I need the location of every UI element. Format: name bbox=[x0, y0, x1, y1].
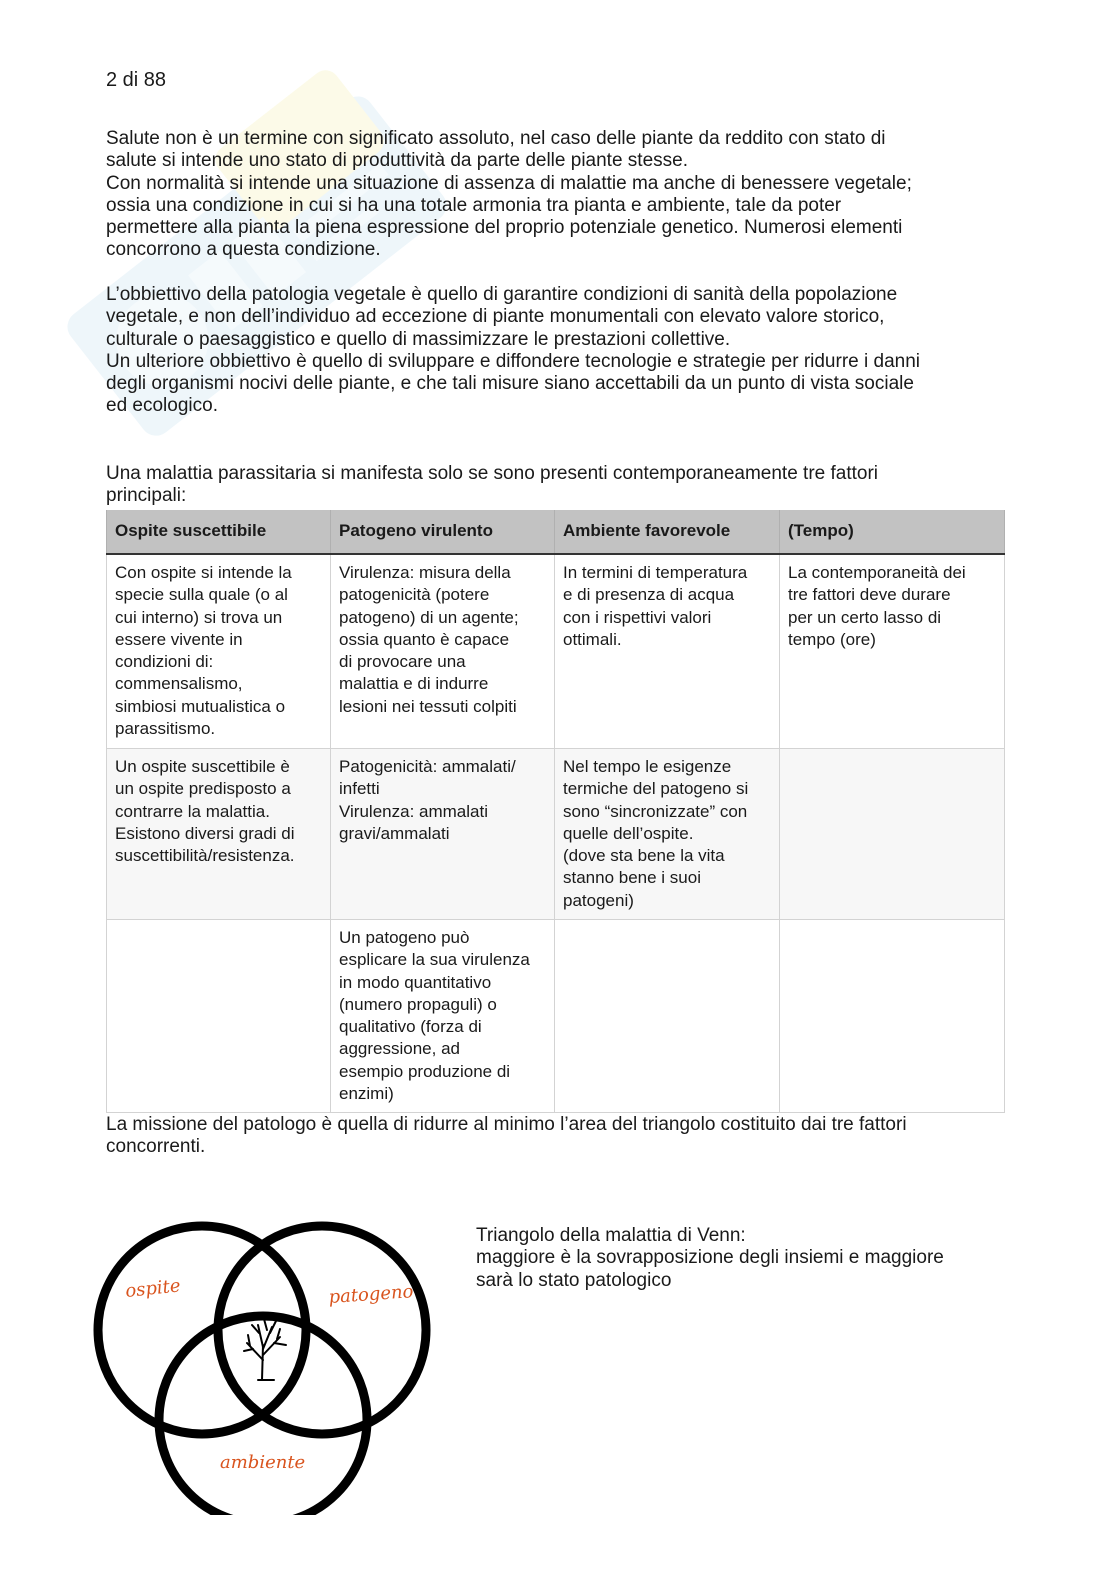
cell-text-line: parassitismo. bbox=[115, 719, 216, 739]
text-line: Triangolo della malattia di Venn: bbox=[476, 1225, 746, 1246]
cell-text-line: (numero propaguli) o bbox=[339, 994, 497, 1014]
text-line: sarà lo stato patologico bbox=[476, 1269, 672, 1291]
text-line: concorrenti. bbox=[106, 1136, 206, 1158]
paragraph-health-definition bbox=[106, 128, 1011, 262]
table-cell bbox=[780, 749, 1005, 920]
table-cell bbox=[331, 749, 555, 920]
page-number: 2 di 88 bbox=[106, 69, 167, 91]
cell-text-line: suscettibilità/resistenza. bbox=[115, 846, 295, 866]
cell-text-line: termiche del patogeno si bbox=[563, 779, 749, 799]
cell-text-line: patogeni) bbox=[563, 890, 634, 910]
watermark-logo bbox=[30, 40, 490, 500]
disease-factors-table bbox=[106, 510, 1005, 1113]
cell-text-line: simbiosi mutualistica o bbox=[115, 696, 286, 716]
cell-text-line: tre fattori deve durare bbox=[788, 585, 951, 605]
table-cell bbox=[555, 749, 780, 920]
venn-circle-host bbox=[98, 1226, 306, 1434]
table-header-row bbox=[107, 510, 1005, 554]
cell-text-line: quelle dell’ospite. bbox=[563, 823, 694, 843]
text-line: Un ulteriore obbiettivo è quello di sviluppare e diffondere tecnologie e strategie per ridurre i danni bbox=[106, 350, 920, 372]
table-cell bbox=[107, 554, 331, 749]
cell-text-line: commensalismo, bbox=[115, 674, 243, 694]
cell-text-line: (dove sta bene la vita bbox=[563, 846, 725, 866]
cell-text-line: e di presenza di acqua bbox=[563, 585, 735, 605]
cell-text-line: esplicare la sua virulenza bbox=[339, 950, 530, 970]
text-line: culturale o paesaggistico e quello di massimizzare le prestazioni collettive. bbox=[106, 328, 731, 350]
text-line: Salute non è un termine con significato assoluto, nel caso delle piante da reddito con stato di bbox=[106, 128, 886, 149]
venn-label-host: ospite bbox=[124, 1275, 182, 1302]
table-row bbox=[107, 920, 1005, 1113]
cell-text-line: Esistono diversi gradi di bbox=[115, 823, 295, 843]
text-line: vegetale, e non dell’individuo ad eccezione di piante monumentali con elevato valore storico, bbox=[106, 306, 885, 328]
cell-text-line: stanno bene i suoi bbox=[563, 868, 701, 888]
text-line: ossia una condizione in cui si ha una totale armonia tra pianta e ambiente, tale da poter bbox=[106, 194, 842, 216]
cell-text-line: Virulenza: ammalati bbox=[339, 801, 488, 821]
venn-label-pathogen: patogeno bbox=[327, 1281, 415, 1308]
cell-text-line: con i rispettivi valori bbox=[563, 607, 712, 627]
bare-tree-icon bbox=[244, 1319, 286, 1380]
cell-text-line: patogenicità (potere bbox=[339, 585, 490, 605]
cell-text-line: patogeno) di un agente; bbox=[339, 607, 519, 627]
text-line: permettere alla pianta la piena espressione del proprio potenziale genetico. Numerosi elementi bbox=[106, 217, 903, 239]
table-cell bbox=[555, 554, 780, 749]
text-line: salute si intende uno stato di produttività da parte delle piante stesse. bbox=[106, 150, 688, 172]
venn-label-environment: ambiente bbox=[220, 1452, 306, 1473]
text-line: maggiore è la sovrapposizione degli insiemi e maggiore bbox=[476, 1247, 944, 1269]
cell-text-line: ossia quanto è capace bbox=[339, 629, 510, 649]
table-cell bbox=[780, 920, 1005, 1113]
cell-text-line: ottimali. bbox=[563, 629, 622, 649]
cell-text-line: qualitativo (forza di bbox=[339, 1017, 482, 1037]
cell-text-line: contrarre la malattia. bbox=[115, 801, 270, 821]
cell-text-line: per un certo lasso di bbox=[788, 607, 942, 627]
cell-text-line: lesioni nei tessuti colpiti bbox=[339, 696, 517, 716]
table-row bbox=[107, 749, 1005, 920]
cell-text-line: malattia e di indurre bbox=[339, 674, 489, 694]
text-line: L’obbiettivo della patologia vegetale è quello di garantire condizioni di sanità della popolazione bbox=[106, 284, 898, 305]
cell-text-line: specie sulla quale (o al bbox=[115, 585, 288, 605]
cell-text-line: un ospite predisposto a bbox=[115, 779, 291, 799]
text-line: ed ecologico. bbox=[106, 395, 218, 417]
cell-text-line: Virulenza: misura della bbox=[339, 563, 511, 582]
cell-text-line: Un ospite suscettibile è bbox=[115, 757, 290, 776]
header-host: Ospite suscettibile bbox=[107, 510, 331, 554]
cell-text-line: aggressione, ad bbox=[339, 1039, 460, 1059]
cell-text-line: In termini di temperatura bbox=[563, 563, 748, 582]
cell-text-line: infetti bbox=[339, 779, 380, 799]
venn-disease-triangle bbox=[92, 1215, 437, 1515]
text-line: principali: bbox=[106, 485, 187, 507]
cell-text-line: Patogenicità: ammalati/ bbox=[339, 757, 516, 776]
text-line: Una malattia parassitaria si manifesta solo se sono presenti contemporaneamente tre fattori bbox=[106, 463, 879, 484]
cell-text-line: La contemporaneità dei bbox=[788, 563, 966, 582]
cell-text-line: Nel tempo le esigenze bbox=[563, 757, 732, 776]
cell-text-line: esempio produzione di bbox=[339, 1061, 511, 1081]
text-line: degli organismi nocivi delle piante, e che tali misure siano accettabili da un punto di vista sociale bbox=[106, 373, 914, 395]
cell-text-line: condizioni di: bbox=[115, 652, 214, 672]
paragraph-pathology-objective bbox=[106, 284, 1011, 418]
table-cell bbox=[331, 554, 555, 749]
cell-text-line: cui interno) si trova un bbox=[115, 607, 283, 627]
table-cell bbox=[555, 920, 780, 1113]
table-cell bbox=[331, 920, 555, 1113]
table-row bbox=[107, 554, 1005, 749]
header-pathogen: Patogeno virulento bbox=[331, 510, 555, 554]
venn-caption bbox=[476, 1225, 1016, 1292]
cell-text-line: tempo (ore) bbox=[788, 629, 876, 649]
cell-text-line: sono “sincronizzate” con bbox=[563, 801, 748, 821]
cell-text-line: essere vivente in bbox=[115, 629, 243, 649]
cell-text-line: Un patogeno può bbox=[339, 928, 470, 947]
cell-text-line: in modo quantitativo bbox=[339, 972, 492, 992]
cell-text-line: enzimi) bbox=[339, 1084, 394, 1104]
paragraph-pathologist-mission bbox=[106, 1114, 1011, 1159]
cell-text-line: di provocare una bbox=[339, 652, 466, 672]
text-line: La missione del patologo è quella di ridurre al minimo l’area del triangolo costituito dai tre fattori bbox=[106, 1114, 907, 1135]
paragraph-disease-factors-intro bbox=[106, 463, 1011, 508]
text-line: Con normalità si intende una situazione di assenza di malattie ma anche di benessere vegetale; bbox=[106, 172, 912, 194]
table-cell bbox=[780, 554, 1005, 749]
header-environment: Ambiente favorevole bbox=[555, 510, 780, 554]
table-cell bbox=[107, 920, 331, 1113]
cell-text-line: gravi/ammalati bbox=[339, 823, 450, 843]
table-cell bbox=[107, 749, 331, 920]
cell-text-line: Con ospite si intende la bbox=[115, 563, 292, 582]
text-line: concorrono a questa condizione. bbox=[106, 239, 381, 261]
header-time: (Tempo) bbox=[780, 510, 1005, 554]
